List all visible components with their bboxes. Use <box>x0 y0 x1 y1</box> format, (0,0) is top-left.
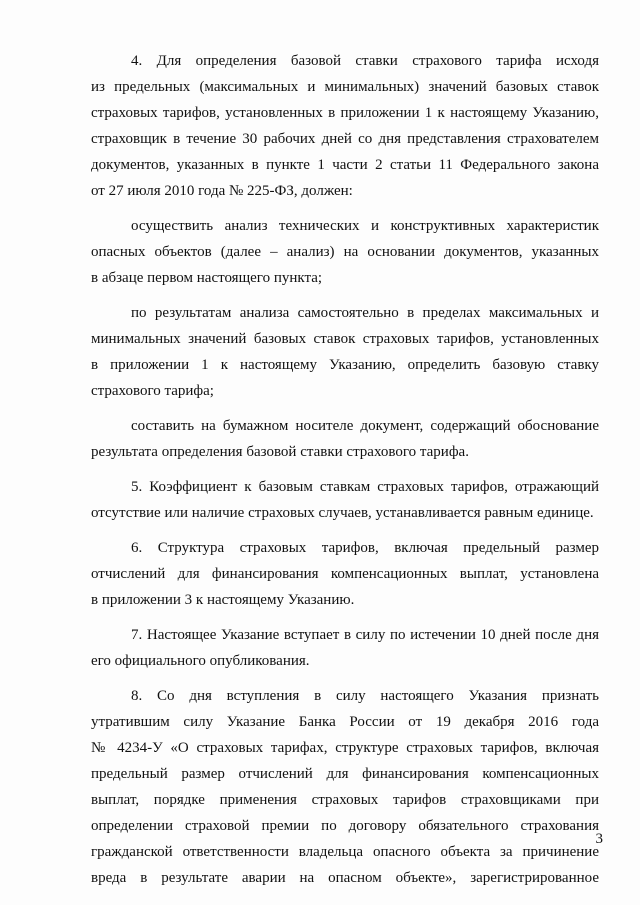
paragraph-p4 <box>91 48 599 204</box>
paragraph-p5 <box>91 474 599 526</box>
text-line: составить на бумажном носителе документ, содержащий обоснование <box>131 418 599 434</box>
text-line: в абзаце первом настоящего пункта; <box>91 270 323 286</box>
text-line: вреда в результате аварии на опасном объекте», зарегистрированное <box>91 870 599 886</box>
text-line: осуществить анализ технических и конструктивных характеристик <box>131 218 599 234</box>
text-line: 5. Коэффициент к базовым ставкам страховых тарифов, отражающий <box>131 479 599 495</box>
document-body <box>91 48 599 891</box>
paragraph-p4b <box>91 300 599 404</box>
paragraph-p4a <box>91 213 599 291</box>
paragraph-p8 <box>91 683 599 891</box>
text-line: 4. Для определения базовой ставки страхового тарифа исходя <box>131 53 599 69</box>
text-line: гражданской ответственности владельца опасного объекта за причинение <box>91 844 599 860</box>
text-line: отчислений для финансирования компенсационных выплат, установлена <box>91 566 599 582</box>
page-number: 3 <box>595 831 603 847</box>
text-line: его официального опубликования. <box>91 653 310 669</box>
text-line: страховых тарифов, установленных в приложении 1 к настоящему Указанию, <box>91 105 599 121</box>
text-line: 6. Структура страховых тарифов, включая предельный размер <box>131 540 599 556</box>
text-line: документов, указанных в пункте 1 части 2 статьи 11 Федерального закона <box>91 157 599 173</box>
text-line: страховщик в течение 30 рабочих дней со дня представления страхователем <box>91 131 599 147</box>
text-line: утратившим силу Указание Банка России от 19 декабря 2016 года <box>91 714 599 730</box>
text-line: страхового тарифа; <box>91 383 214 399</box>
text-line: по результатам анализа самостоятельно в пределах максимальных и <box>131 305 599 321</box>
paragraph-gap <box>91 291 599 300</box>
text-line: от 27 июля 2010 года № 225-ФЗ, должен: <box>91 183 353 199</box>
paragraph-p7 <box>91 622 599 674</box>
paragraph-gap <box>91 526 599 535</box>
paragraph-gap <box>91 613 599 622</box>
text-line: в приложении 1 к настоящему Указанию, определить базовую ставку <box>91 357 599 373</box>
text-line: опасных объектов (далее – анализ) на основании документов, указанных <box>91 244 599 260</box>
paragraph-gap <box>91 465 599 474</box>
text-line: в приложении 3 к настоящему Указанию. <box>91 592 355 608</box>
text-line: выплат, порядке применения страховых тарифов страховщиками при <box>91 792 599 808</box>
text-line: отсутствие или наличие страховых случаев, устанавливается равным единице. <box>91 505 594 521</box>
text-line: предельный размер отчислений для финансирования компенсационных <box>91 766 599 782</box>
text-line: 7. Настоящее Указание вступает в силу по истечении 10 дней после дня <box>131 627 599 643</box>
paragraph-p6 <box>91 535 599 613</box>
paragraph-gap <box>91 404 599 413</box>
paragraph-gap <box>91 204 599 213</box>
paragraph-p4c <box>91 413 599 465</box>
text-line: результата определения базовой ставки страхового тарифа. <box>91 444 469 460</box>
text-line: минимальных значений базовых ставок страховых тарифов, установленных <box>91 331 599 347</box>
text-line: определении страховой премии по договору обязательного страхования <box>91 818 599 834</box>
text-line: из предельных (максимальных и минимальных) значений базовых ставок <box>91 79 599 95</box>
paragraph-gap <box>91 674 599 683</box>
text-line: № 4234-У «О страховых тарифах, структуре страховых тарифов, включая <box>91 740 599 756</box>
text-line: 8. Со дня вступления в силу настоящего Указания признать <box>131 688 599 704</box>
